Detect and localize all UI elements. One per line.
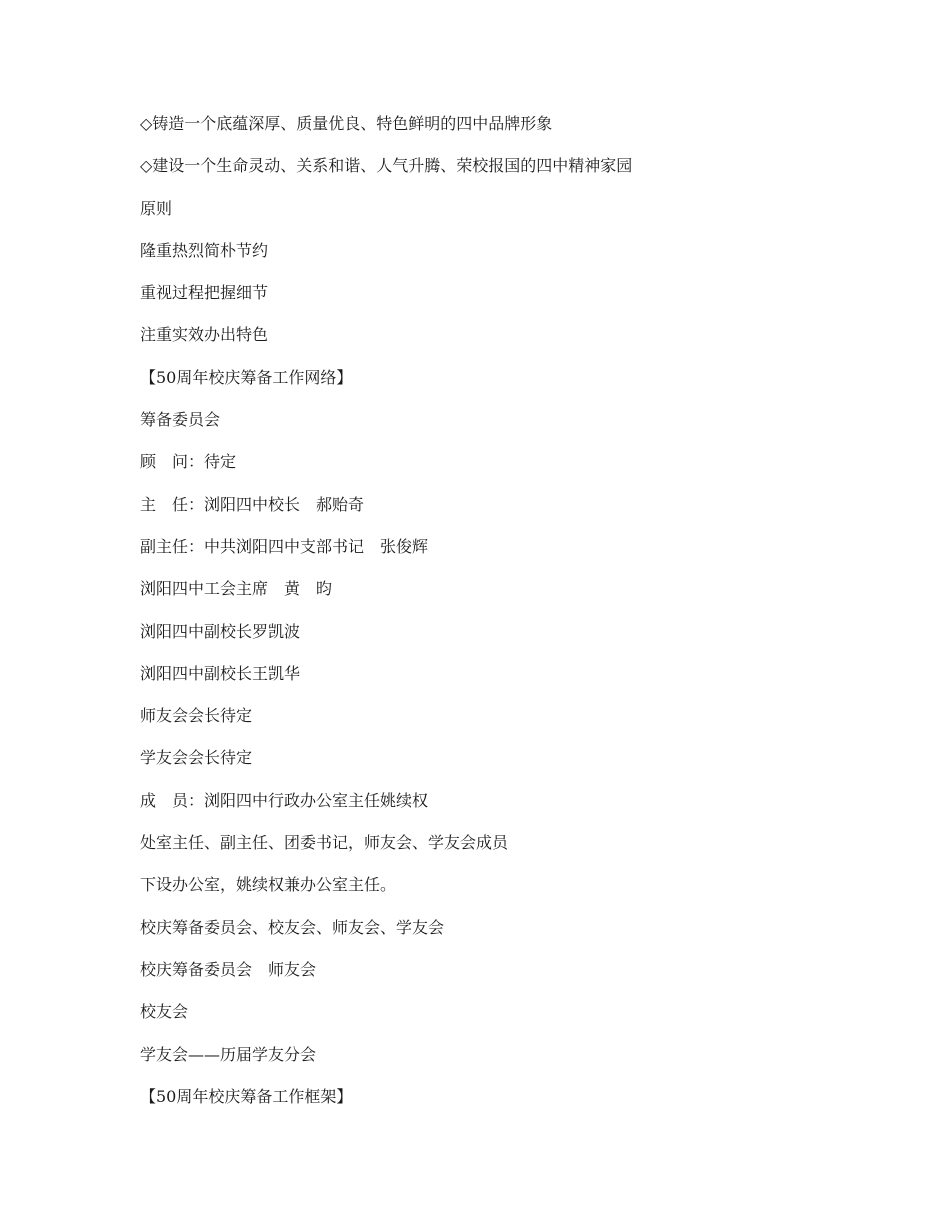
section-heading: 【50周年校庆筹备工作网络】 <box>140 367 353 387</box>
text-line: 浏阳四中副校长王凯华 <box>140 663 301 683</box>
text-line: 筹备委员会 <box>140 410 221 430</box>
text-line: 校庆筹备委员会、校友会、师友会、学友会 <box>140 917 445 937</box>
text-line: 成 员：浏阳四中行政办公室主任姚续权 <box>140 790 429 810</box>
text-line: 重视过程把握细节 <box>140 283 269 303</box>
section-heading: 原则 <box>140 198 173 218</box>
text-line: 副主任：中共浏阳四中支部书记 张俊辉 <box>140 536 429 556</box>
text-line: ◇铸造一个底蕴深厚、质量优良、特色鲜明的四中品牌形象 <box>140 114 553 133</box>
section-heading: 【50周年校庆筹备工作框架】 <box>140 1086 353 1106</box>
text-line: 下设办公室，姚续权兼办公室主任。 <box>140 875 397 895</box>
text-line: 注重实效办出特色 <box>140 325 269 345</box>
text-line: 浏阳四中副校长罗凯波 <box>140 621 301 641</box>
text-line: 校友会 <box>140 1002 189 1022</box>
document-body <box>140 112 900 1127</box>
text-line: 浏阳四中工会主席 黄 昀 <box>140 579 333 599</box>
text-line: 处室主任、副主任、团委书记，师友会、学友会成员 <box>140 833 509 853</box>
text-line: 学友会会长待定 <box>140 748 253 768</box>
text-line: 顾 问：待定 <box>140 452 237 472</box>
text-line: 学友会——历届学友分会 <box>140 1044 317 1064</box>
text-line: 主 任：浏阳四中校长 郝贻奇 <box>140 494 365 514</box>
text-line: ◇建设一个生命灵动、关系和谐、人气升腾、荣校报国的四中精神家园 <box>140 156 633 176</box>
text-line: 师友会会长待定 <box>140 706 253 726</box>
text-line: 隆重热烈简朴节约 <box>140 240 269 260</box>
text-line: 校庆筹备委员会 师友会 <box>140 959 317 979</box>
